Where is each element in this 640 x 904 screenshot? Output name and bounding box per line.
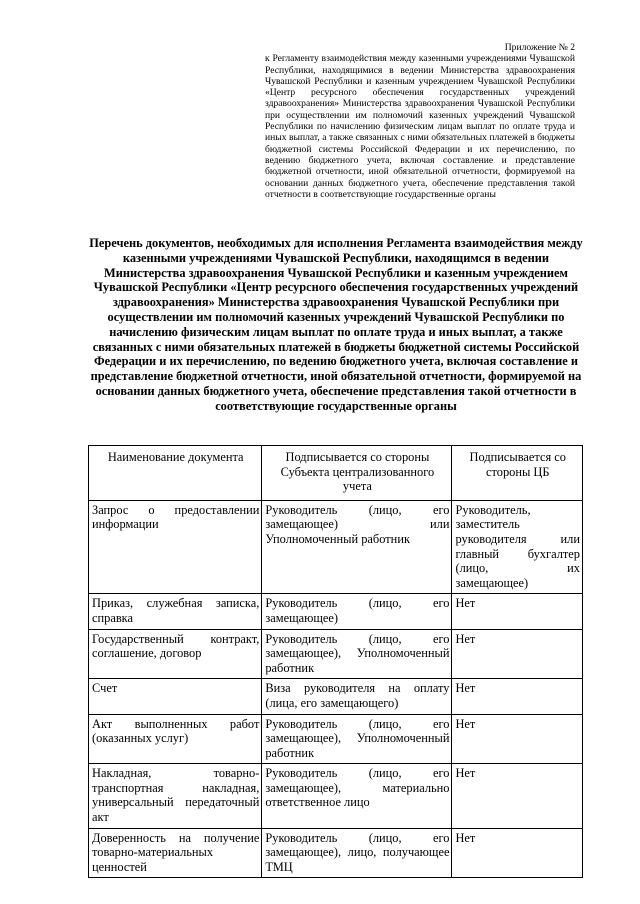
table-row (89, 594, 583, 629)
document-title: Перечень документов, необходимых для исполнения Регламента взаимодействия между казенными учреждениями Чувашской Республики, находящимся в ведении Министерства здравоохранения Чувашской Республики и казенным учреждением Чувашской Республики «Центр ресурсного обеспечения государственных учреждений здравоохранения» Министерства здравоохранения Чувашской Республики при осуществлении им полномочий казенных учреждений Чувашской Республики по начислению физическим лицам выплат по оплате труда и иных выплат, а также связанных с ними обязательных платежей в бюджеты бюджетной системы Российской Федерации и их перечислению, по ведению бюджетного учета, включая составление и представление бюджетной отчетности, иной обязательной отчетности, формируемой на основании данных бюджетного учета, обеспечение представления такой отчетности в соответствующие государственные органы (89, 236, 583, 413)
appendix-block (265, 42, 575, 200)
cell-document-name: Накладная, товарно-транспортная накладная, универсальный передаточный акт (89, 764, 262, 828)
cell-signed-by-cb: Нет (452, 828, 583, 878)
table-row (89, 714, 583, 764)
cell-document-name: Приказ, служебная записка, справка (89, 594, 262, 629)
table-row (89, 828, 583, 878)
cell-signed-by-subject: Руководитель (лицо, его замещающее) или Уполномоченный работник (262, 500, 452, 594)
appendix-title: Приложение № 2 (504, 42, 575, 53)
cell-document-name: Акт выполненных работ (оказанных услуг) (89, 714, 262, 764)
cell-document-name: Запрос о предоставлении информации (89, 500, 262, 594)
appendix-text: к Регламенту взаимодействия между казенными учреждениями Чувашской Республики, находящимися в ведении Министерства здравоохранения Чувашской Республики и казенным учреждением Чувашской Республики «Центр ресурсного обеспечения государственных учреждений здравоохранения» Министерства здравоохранения Чувашской Республики при осуществлении им полномочий казенных учреждений Чувашской Республики по начислению физическим лицам выплат по оплате труда и иных выплат, а также связанных с ними обязательных платежей в бюджеты бюджетной системы Российской Федерации и их перечислению, по ведению бюджетного учета, включая составление и представление бюджетной отчетности, иной обязательной отчетности, формируемой на основании данных бюджетного учета, обеспечение представления такой отчетности в соответствующие государственные органы (265, 53, 575, 200)
cell-signed-by-subject: Руководитель (лицо, его замещающее), материально ответственное лицо (262, 764, 452, 828)
cell-document-name: Доверенность на получение товарно-материальных ценностей (89, 828, 262, 878)
table-row (89, 679, 583, 714)
documents-table (88, 445, 583, 878)
cell-signed-by-cb: Руководитель, заместитель руководителя или главный бухгалтер (лицо, их замещающее) (452, 500, 583, 594)
cell-signed-by-cb: Нет (452, 629, 583, 679)
cell-signed-by-subject: Руководитель (лицо, его замещающее), Уполномоченный работник (262, 714, 452, 764)
table-row (89, 764, 583, 828)
cell-signed-by-cb: Нет (452, 594, 583, 629)
table-row (89, 629, 583, 679)
header-signed-by-subject: Подписывается со стороны Субъекта централизованного учета (262, 446, 452, 501)
cell-document-name: Счет (89, 679, 262, 714)
header-signed-by-cb: Подписывается со стороны ЦБ (452, 446, 583, 501)
cell-signed-by-subject: Руководитель (лицо, его замещающее) (262, 594, 452, 629)
cell-signed-by-subject: Виза руководителя на оплату (лица, его замещающего) (262, 679, 452, 714)
cell-signed-by-cb: Нет (452, 764, 583, 828)
table-header-row (89, 446, 583, 501)
cell-signed-by-cb: Нет (452, 714, 583, 764)
cell-signed-by-subject: Руководитель (лицо, его замещающее), лицо, получающее ТМЦ (262, 828, 452, 878)
cell-document-name: Государственный контракт, соглашение, договор (89, 629, 262, 679)
table-row (89, 500, 583, 594)
cell-signed-by-subject: Руководитель (лицо, его замещающее), Уполномоченный работник (262, 629, 452, 679)
header-document-name: Наименование документа (89, 446, 262, 501)
cell-signed-by-cb: Нет (452, 679, 583, 714)
